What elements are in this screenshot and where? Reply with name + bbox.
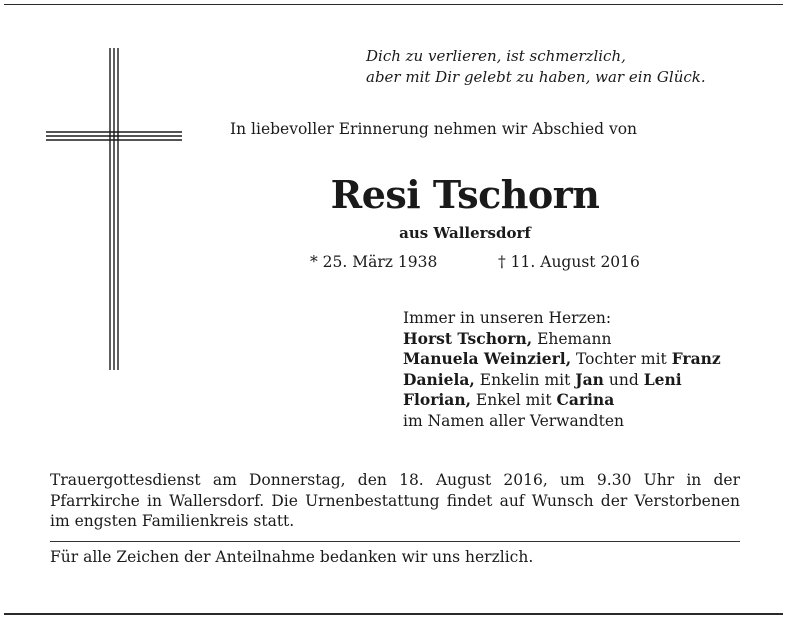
thanks-text: Für alle Zeichen der Anteilnahme bedanken wir uns herzlich. bbox=[50, 548, 534, 566]
mourners-block bbox=[403, 308, 763, 431]
divider bbox=[50, 541, 740, 542]
mourner-name: Florian, bbox=[403, 390, 471, 409]
mourner-name: Carina bbox=[556, 390, 615, 409]
intro-text: In liebevoller Erinnerung nehmen wir Abschied von bbox=[230, 120, 638, 138]
mourners-heading: Immer in unseren Herzen: bbox=[403, 309, 612, 327]
birth-date: * 25. März 1938 bbox=[310, 253, 438, 271]
mourner-relation: Ehemann bbox=[532, 329, 612, 348]
mourner-name: Franz bbox=[671, 349, 721, 368]
mourners-list bbox=[403, 329, 763, 411]
mourner-line bbox=[403, 390, 763, 411]
motto-line-1: Dich zu verlieren, ist schmerzlich, bbox=[366, 47, 626, 65]
mourner-relation: Enkelin mit bbox=[474, 370, 576, 389]
deceased-origin: aus Wallersdorf bbox=[399, 224, 531, 242]
mourner-name: Horst Tschorn, bbox=[403, 328, 533, 348]
mourner-line bbox=[403, 329, 763, 350]
life-dates bbox=[310, 253, 710, 271]
death-date: † 11. August 2016 bbox=[498, 253, 640, 271]
motto-line-2: aber mit Dir gelebt zu haben, war ein Glück. bbox=[366, 68, 706, 86]
mourner-relation: Enkel mit bbox=[471, 391, 557, 409]
motto bbox=[366, 46, 766, 88]
mourner-name: Jan bbox=[575, 369, 604, 389]
deceased-name: Resi Tschorn bbox=[330, 172, 600, 217]
mourner-name: Manuela Weinzierl, bbox=[403, 349, 572, 368]
mourner-line bbox=[403, 349, 763, 370]
mourner-relation: Tochter mit bbox=[571, 350, 672, 368]
mourners-closing: im Namen aller Verwandten bbox=[403, 411, 624, 430]
service-text: Trauergottesdienst am Donnerstag, den 18. August 2016, um 9.30 Uhr in der Pfarrkirche in Wallersdorf. Die Urnenbestattung findet auf Wunsch der Verstorbenen im engsten Familienkreis statt. bbox=[50, 471, 740, 530]
mourner-line bbox=[403, 370, 763, 391]
mourner-name: Daniela, bbox=[403, 369, 475, 389]
mourner-name: Leni bbox=[643, 369, 682, 389]
mourner-relation: und bbox=[603, 370, 644, 389]
cross-icon bbox=[46, 48, 182, 370]
